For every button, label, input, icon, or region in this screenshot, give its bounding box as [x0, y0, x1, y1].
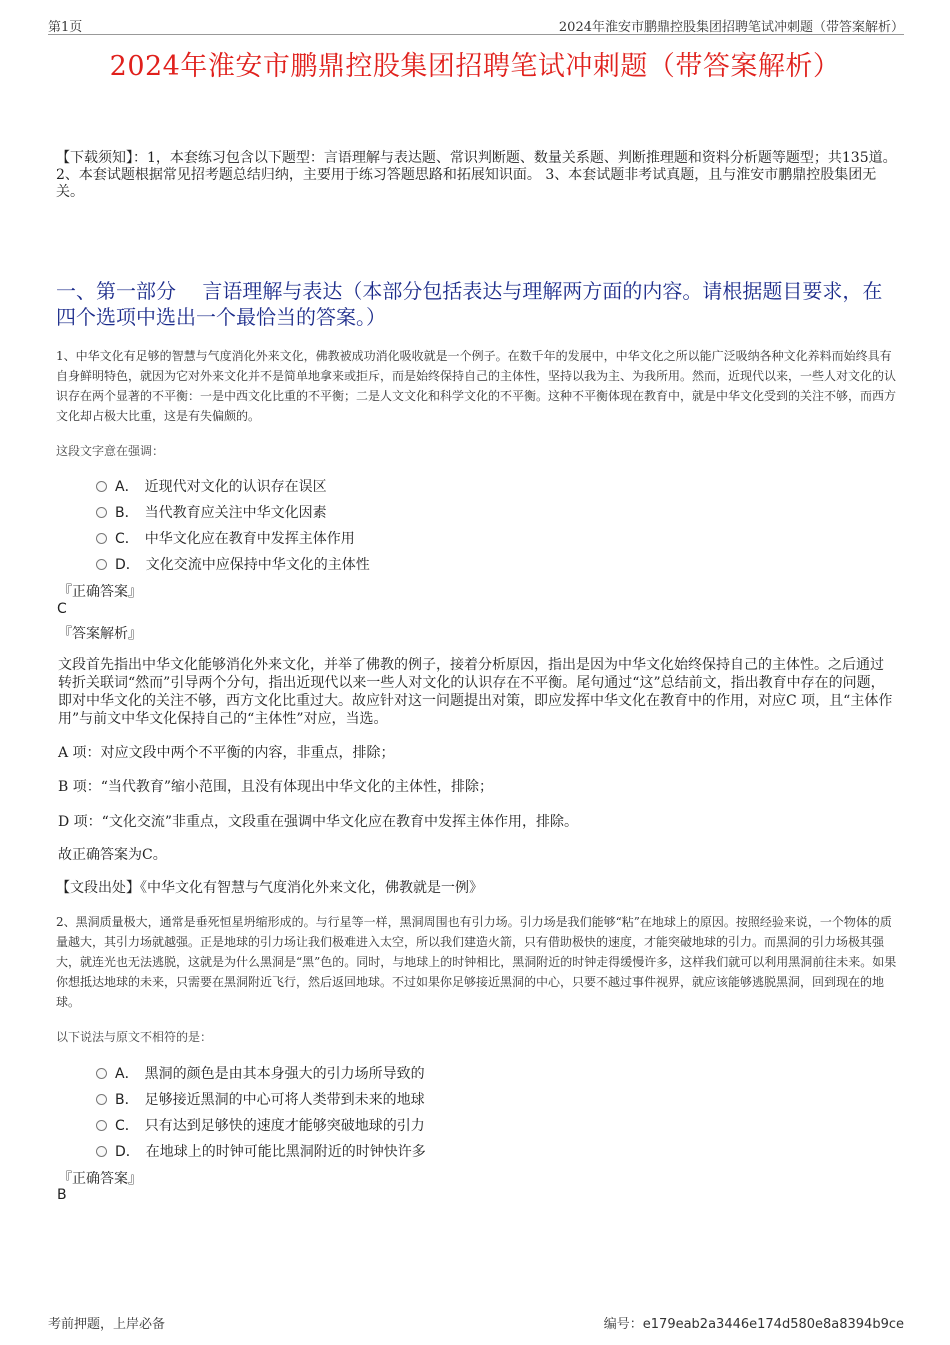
q2-option-d[interactable]: D． 在地球上的时钟可能比黑洞附近的时钟快许多	[96, 1141, 426, 1161]
radio-icon[interactable]	[96, 507, 107, 518]
page-header	[48, 14, 904, 35]
page-title: 2024年淮安市鹏鼎控股集团招聘笔试冲刺题（带答案解析）	[109, 51, 841, 82]
footer-slogan: 考前押题，上岸必备	[48, 1317, 166, 1332]
download-notice: 【下载须知】：1，本套练习包含以下题型：言语理解与表达题、常识判断题、数量关系题、判断推理题和资料分析题等题型；共135道。 2、本套试题根据常见招考题总结归纳，主要用于练习答题思路和拓展知识面。 3、本套试题非考试真题，且与淮安市鹏鼎控股集团无关。	[56, 150, 897, 200]
q2-option-c[interactable]: C． 只有达到足够快的速度才能够突破地球的引力	[96, 1115, 425, 1135]
q2-option-b[interactable]: B． 足够接近黑洞的中心可将人类带到未来的地球	[96, 1089, 425, 1109]
footer-doc-id: 编号：e179eab2a3446e174d580e8a8394b9ce	[603, 1317, 904, 1332]
radio-icon[interactable]	[96, 1120, 107, 1131]
q1-analysis-a: A 项：对应文段中两个不平衡的内容，非重点，排除；	[58, 745, 395, 761]
q1-analysis-b: B 项：“当代教育”缩小范围，且没有体现出中华文化的主体性，排除；	[58, 779, 494, 795]
q1-analysis-d: D 项：“文化交流”非重点，文段重在强调中华文化应在教育中发挥主体作用，排除。	[58, 814, 578, 830]
radio-icon[interactable]	[96, 1146, 107, 1157]
q2-option-a[interactable]: A． 黑洞的颜色是由其本身强大的引力场所导致的	[96, 1063, 425, 1083]
q1-answer: C	[57, 601, 67, 617]
q1-analysis-label: 『答案解析』	[58, 626, 142, 642]
question-1-text: 1、中华文化有足够的智慧与气度消化外来文化，佛教被成功消化吸收就是一个例子。在数千年的发展中，中华文化之所以能广泛吸纳各种文化养料而始终具有自身鲜明特色，就因为它对外来文化并不是简单地拿来或拒斥，而是始终保持自己的主体性，坚持以我为主、为我所用。然而，近现代以来，一些人对文化的认识存在两个显著的不平衡：一是中西文化比重的不平衡；二是人文文化和科学文化的不平衡。这种不平衡体现在教育中，就是中华文化受到的关注不够，而西方文化却占极大比重，这是有失偏颇的。	[56, 349, 897, 423]
page-number: 第1页	[48, 20, 83, 35]
radio-icon[interactable]	[96, 559, 107, 570]
radio-icon[interactable]	[96, 481, 107, 492]
radio-icon[interactable]	[96, 533, 107, 544]
radio-icon[interactable]	[96, 1094, 107, 1105]
q1-option-b[interactable]: B． 当代教育应关注中华文化因素	[96, 502, 327, 522]
question-2-stem: 以下说法与原文不相符的是：	[56, 1030, 213, 1044]
q1-analysis-conclusion: 故正确答案为C。	[58, 847, 167, 863]
q1-answer-label: 『正确答案』	[58, 584, 142, 600]
q2-answer-label: 『正确答案』	[58, 1171, 142, 1187]
header-doc-title: 2024年淮安市鹏鼎控股集团招聘笔试冲刺题（带答案解析）	[558, 20, 904, 35]
question-2-text: 2、黑洞质量极大，通常是垂死恒星坍缩形成的。与行星等一样，黑洞周围也有引力场。引力场是我们能够“粘”在地球上的原因。按照经验来说，一个物体的质量越大，其引力场就越强。正是地球的引力场让我们极难进入太空，所以我们建造火箭，只有借助极快的速度，才能突破地球的引力。而黑洞的引力场极其强大，就连光也无法逃脱，这就是为什么黑洞是“黑”色的。同时，与地球上的时钟相比，黑洞附近的时钟走得缓慢许多，这样我们就可以利用黑洞前往未来。如果你想抵达地球的未来，只需要在黑洞附近飞行，然后返回地球。不过如果你足够接近黑洞的中心，只要不越过事件视界，就应该能够逃脱黑洞，回到现在的地球。	[56, 915, 897, 1009]
q1-option-a[interactable]: A． 近现代对文化的认识存在误区	[96, 476, 327, 496]
q1-analysis-body: 文段首先指出中华文化能够消化外来文化，并举了佛教的例子，接着分析原因，指出是因为中华文化始终保持自己的主体性。之后通过转折关联词“然而”引导两个分句，指出近现代以来一些人对文化的认识存在不平衡。尾句通过“这”总结前文，指出教育中存在的问题，即对中华文化的关注不够，西方文化比重过大。故应针对这一问题提出对策，即应发挥中华文化在教育中的作用，对应C 项，且“主体作用”与前文中华文化保持自己的“主体性”对应，当选。	[58, 657, 893, 727]
q1-option-d[interactable]: D． 文化交流中应保持中华文化的主体性	[96, 554, 370, 574]
question-1-stem: 这段文字意在强调：	[56, 444, 165, 458]
q1-source: 【文段出处】《中华文化有智慧与气度消化外来文化，佛教就是一例》	[56, 880, 483, 896]
radio-icon[interactable]	[96, 1068, 107, 1079]
q1-option-c[interactable]: C． 中华文化应在教育中发挥主体作用	[96, 528, 355, 548]
q2-answer: B	[57, 1187, 67, 1203]
section-title: 一、第一部分 言语理解与表达（本部分包括表达与理解两方面的内容。请根据题目要求，在四个选项中选出一个最恰当的答案。）	[56, 279, 883, 329]
